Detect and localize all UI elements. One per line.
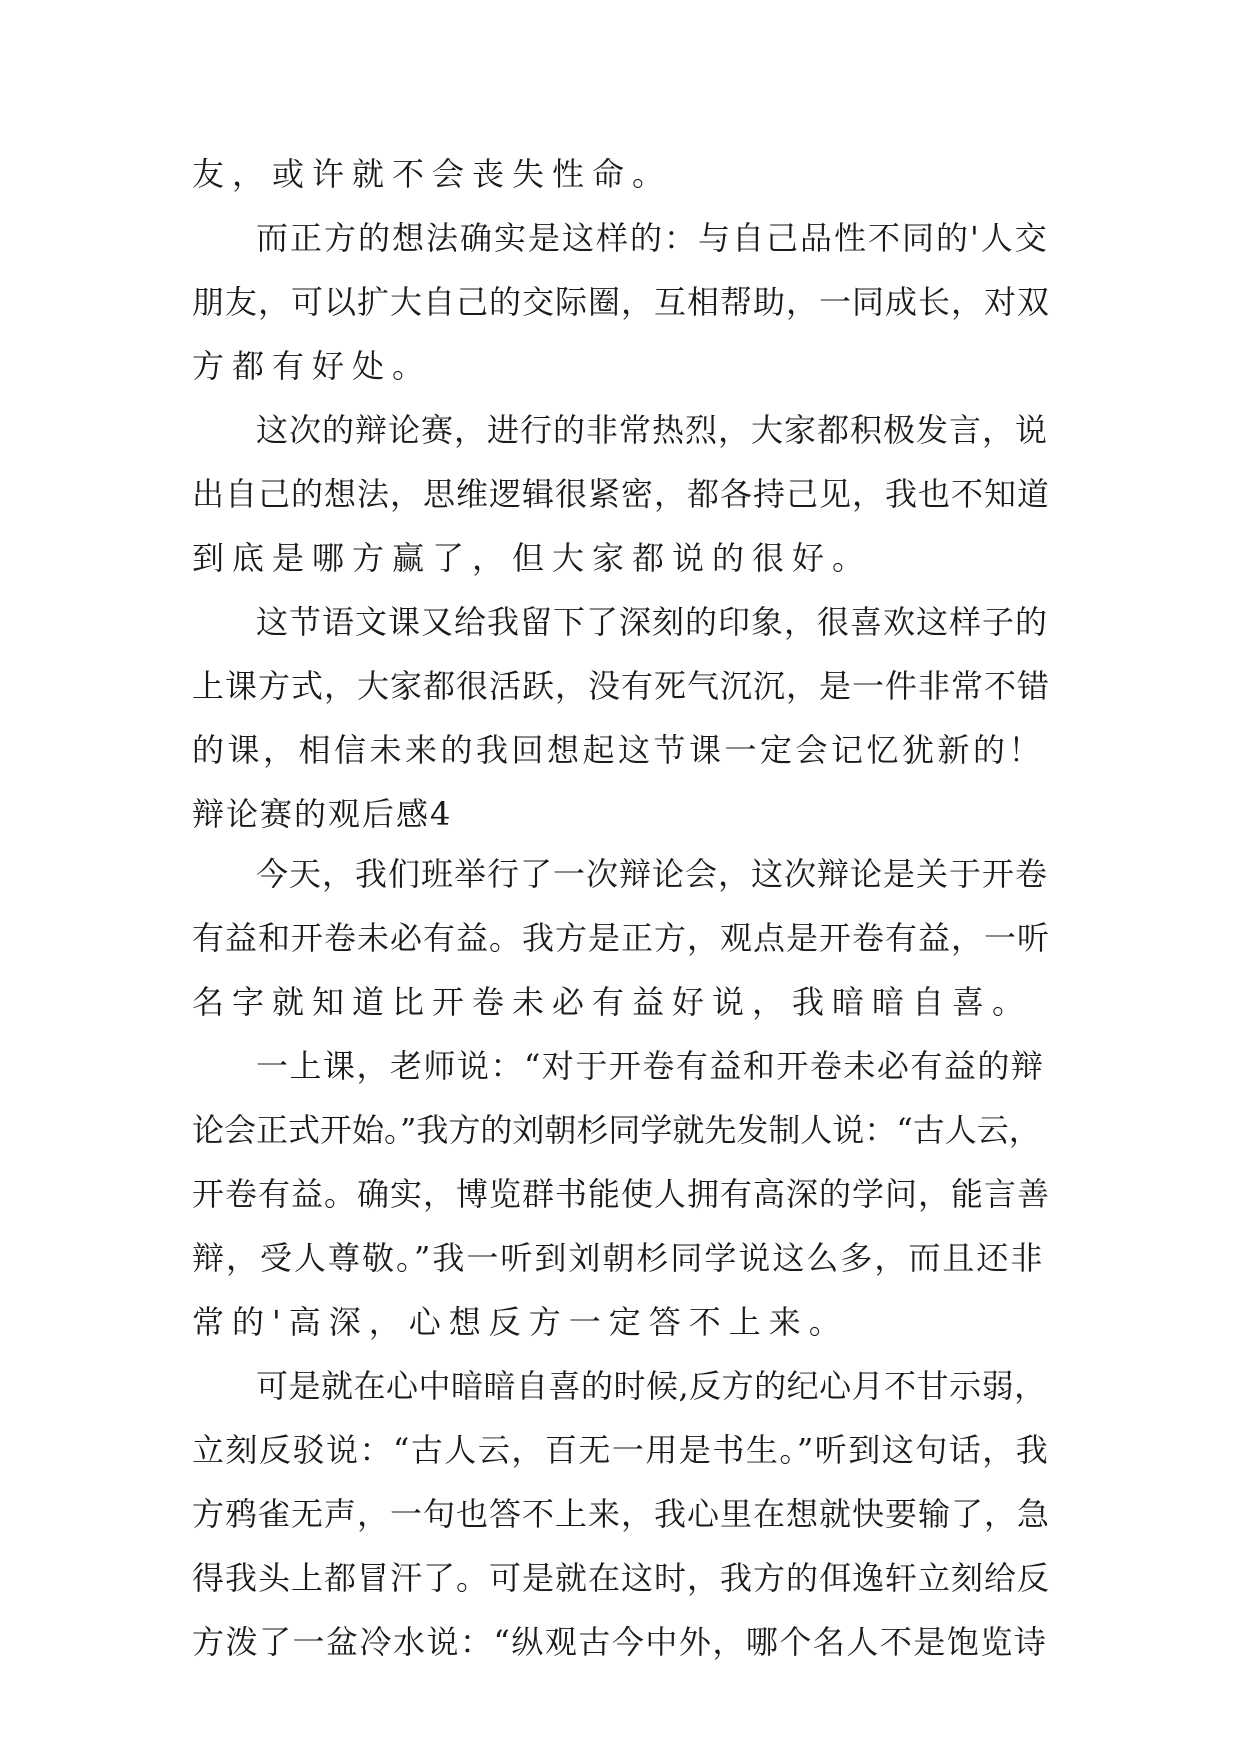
document-body — [192, 155, 1052, 1690]
paragraph-first-line: 一上课，老师说：“对于开卷有益和开卷未必有益的辩 — [256, 1047, 1045, 1085]
section-heading: 辩论赛的观后感4 — [192, 795, 453, 833]
text-line: 方鸦雀无声，一句也答不上来，我心里在想就快要输了，急 — [192, 1495, 1051, 1533]
text-line: 方都有好处。 — [192, 347, 433, 385]
text-line: 友，或许就不会丧失性命。 — [192, 155, 673, 193]
text-line: 的课，相信未来的我回想起这节课一定会记忆犹新的！ — [192, 731, 1045, 769]
text-line: 名字就知道比开卷未必有益好说，我暗暗自喜。 — [192, 983, 1033, 1021]
text-line: 立刻反驳说：“古人云，百无一用是书生。”听到这句话，我 — [192, 1431, 1050, 1469]
text-line: 开卷有益。确实，博览群书能使人拥有高深的学问，能言善 — [192, 1175, 1051, 1213]
text-line: 出自己的想法，思维逻辑很紧密，都各持己见，我也不知道 — [192, 475, 1051, 513]
paragraph-first-line: 可是就在心中暗暗自喜的时候,反方的纪心月不甘示弱， — [256, 1367, 1047, 1405]
text-line: 论会正式开始。”我方的刘朝杉同学就先发制人说：“古人云， — [192, 1111, 1041, 1149]
paragraph-first-line: 这节语文课又给我留下了深刻的印象，很喜欢这样子的 — [256, 603, 1049, 641]
text-line: 得我头上都冒汗了。可是就在这时，我方的佴逸轩立刻给反 — [192, 1559, 1051, 1597]
text-line: 朋友，可以扩大自己的交际圈，互相帮助，一同成长，对双 — [192, 283, 1051, 321]
text-line: 有益和开卷未必有益。我方是正方，观点是开卷有益，一听 — [192, 919, 1051, 957]
text-line: 上课方式，大家都很活跃，没有死气沉沉，是一件非常不错 — [192, 667, 1051, 705]
text-line: 方泼了一盆冷水说：“纵观古今中外，哪个名人不是饱览诗 — [192, 1623, 1048, 1661]
paragraph-first-line: 这次的辩论赛，进行的非常热烈，大家都积极发言，说 — [256, 411, 1049, 449]
text-line: 常的'高深，心想反方一定答不上来。 — [192, 1303, 849, 1341]
paragraph-first-line: 今天，我们班举行了一次辩论会，这次辩论是关于开卷 — [256, 855, 1049, 893]
text-line: 到底是哪方赢了，但大家都说的很好。 — [192, 539, 873, 577]
text-line: 辩，受人尊敬。”我一听到刘朝杉同学说这么多，而且还非 — [192, 1239, 1045, 1277]
paragraph-first-line: 而正方的想法确实是这样的：与自己品性不同的'人交 — [256, 219, 1049, 257]
